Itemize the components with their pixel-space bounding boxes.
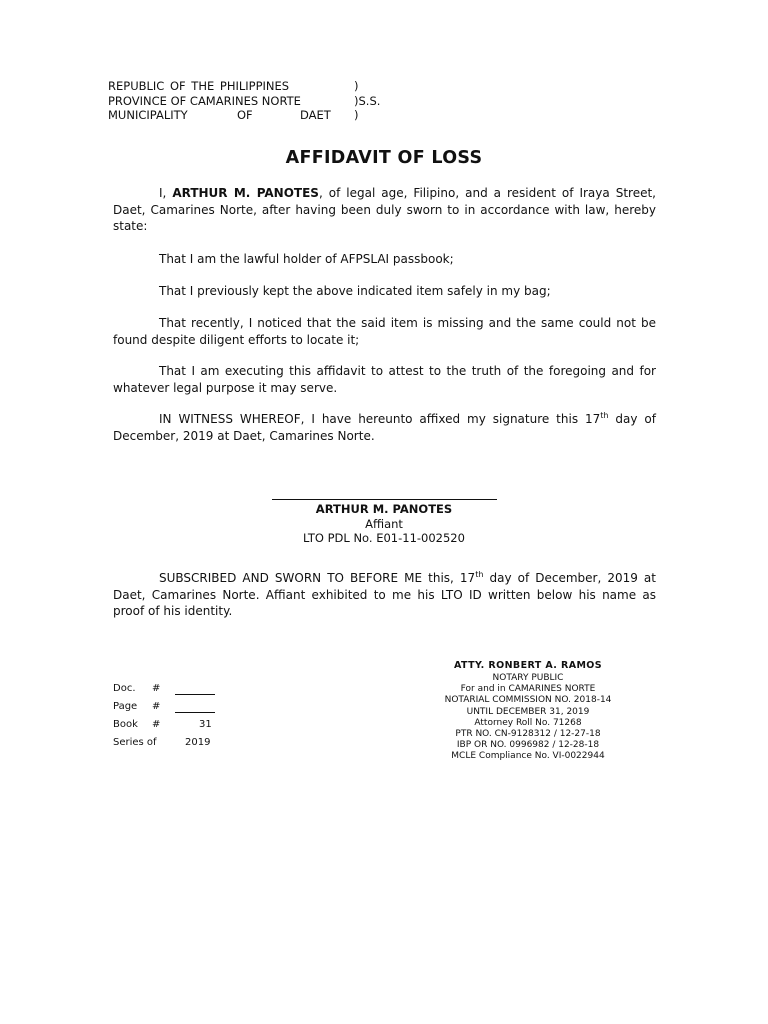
document-title: AFFIDAVIT OF LOSS: [285, 148, 483, 168]
page-hash: #: [152, 701, 161, 712]
venue-municipality-word2: OF: [237, 108, 253, 122]
intro-rest: , of legal age, Filipino, and a resident of Iraya Street, Daet, Camarines Norte, after having been duly sworn to in accordance with law, hereby state:: [113, 186, 656, 233]
book-label: Book: [113, 719, 138, 730]
statement-holder: [113, 251, 656, 268]
affiant-name-inline: ARTHUR M. PANOTES: [172, 186, 319, 200]
affiant-role: Affiant: [365, 516, 403, 531]
venue-municipality-word1: MUNICIPALITY: [108, 108, 188, 122]
statement-missing: [113, 315, 656, 348]
venue-republic-sep: ): [354, 79, 359, 93]
statement-holder-text: That I am the lawful holder of AFPSLAI passbook;: [159, 252, 454, 266]
venue-province-sep: )S.S.: [354, 93, 381, 108]
statement-purpose-text: That I am executing this affidavit to attest to the truth of the foregoing and for whatever legal purpose it may serve.: [113, 364, 656, 395]
doc-label: Doc.: [113, 683, 136, 694]
witness-sup: th: [600, 411, 609, 420]
notary-line: NOTARIAL COMMISSION NO. 2018-14: [444, 695, 612, 706]
book-value: 31: [199, 719, 212, 730]
witness-after: day of December, 2019 at Daet, Camarines Norte.: [113, 412, 656, 443]
doc-hash: #: [152, 683, 161, 694]
page-label: Page: [113, 701, 138, 712]
book-hash: #: [152, 719, 161, 730]
notary-line: For and in CAMARINES NORTE: [460, 684, 596, 695]
affiant-id: LTO PDL No. E01-11-002520: [303, 531, 465, 545]
jurat-before: SUBSCRIBED AND SWORN TO BEFORE ME this, 17: [159, 571, 476, 585]
venue-municipality-sep: ): [354, 108, 359, 122]
affiant-name: ARTHUR M. PANOTES: [315, 502, 453, 516]
witness-paragraph: [113, 411, 656, 444]
witness-before: IN WITNESS WHEREOF, I have hereunto affixed my signature this 17: [159, 412, 601, 426]
jurat-after: day of December, 2019 at Daet, Camarines Norte. Affiant exhibited to me his LTO ID written below his name as proof of his identity.: [113, 571, 656, 618]
intro-prefix: I,: [159, 186, 173, 200]
venue-municipality-word3: DAET: [300, 108, 331, 122]
statement-kept-text: That I previously kept the above indicated item safely in my bag;: [159, 284, 551, 298]
notary-line: PTR NO. CN-9128312 / 12-27-18: [455, 729, 601, 740]
statement-kept: [113, 283, 656, 300]
notary-block: [398, 659, 658, 763]
series-label: Series of: [113, 737, 157, 748]
notary-line: MCLE Compliance No. VI-0022944: [451, 751, 605, 762]
statement-missing-text: That recently, I noticed that the said item is missing and the same could not be found despite diligent efforts to locate it;: [113, 316, 656, 347]
notary-line: NOTARY PUBLIC: [492, 673, 564, 683]
affiant-signature-block: [234, 502, 534, 546]
affiant-signature-line: [272, 499, 497, 500]
doc-blank: [175, 683, 215, 695]
intro-paragraph: [113, 185, 656, 235]
notary-line: IBP OR NO. 0996982 / 12-28-18: [456, 740, 600, 751]
notary-name: ATTY. RONBERT A. RAMOS: [453, 660, 603, 671]
notary-line: Attorney Roll No. 71268: [474, 717, 582, 728]
jurat-sup: th: [475, 570, 484, 579]
series-value: 2019: [185, 737, 211, 748]
statement-purpose: [113, 363, 656, 396]
page-blank: [175, 701, 215, 713]
notary-line: UNTIL DECEMBER 31, 2019: [466, 706, 590, 717]
venue-republic-label: REPUBLIC OF THE PHILIPPINES: [108, 79, 290, 93]
venue-province-label: PROVINCE OF CAMARINES NORTE: [108, 93, 301, 108]
jurat-paragraph: [113, 570, 656, 620]
